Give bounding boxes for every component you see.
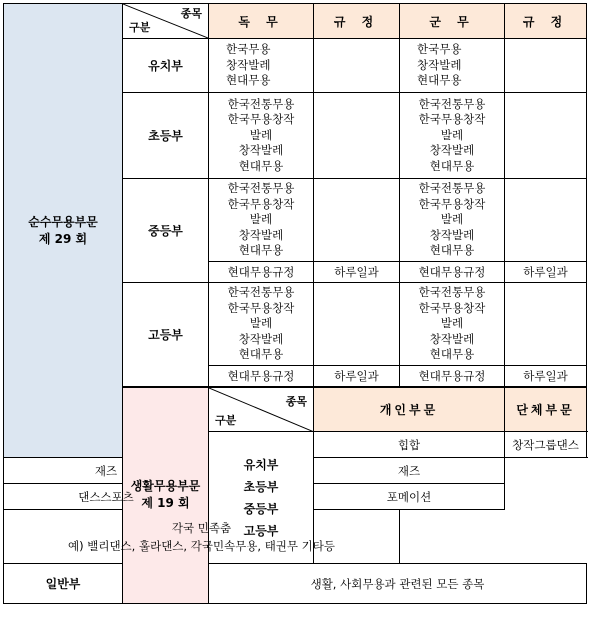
middle-solo-extra: 현대무용규정 [209, 262, 314, 283]
high-group-rule-empty [505, 283, 587, 366]
list-item: 현대무용 [226, 73, 271, 88]
corner-bottom-label: 구분 [129, 21, 151, 34]
header-group-rule: 규 정 [505, 4, 587, 39]
list-item: 한국전통무용 [227, 285, 295, 300]
high-group-extra-rule: 하루일과 [505, 366, 587, 387]
middle-group-rule-empty [505, 179, 587, 262]
list-item: 한국무용 [417, 42, 462, 57]
grade-high: 고등부 [123, 283, 209, 387]
list-item: 한국무용창작 [227, 112, 295, 127]
folk-dance-cell [4, 510, 400, 564]
elem-solo-list [209, 93, 314, 179]
elem-solo-rule [314, 93, 400, 179]
list-item: 현대무용 [429, 158, 475, 173]
list-item: 한국전통무용 [418, 181, 486, 196]
list-item: 창작발레 [429, 143, 475, 158]
section2-label-cell [123, 387, 209, 604]
section1-corner-cell [123, 4, 209, 39]
list-item: 한국전통무용 [227, 96, 295, 111]
header-individual: 개인부문 [314, 387, 505, 432]
grade-kindergarten: 유치부 [123, 39, 209, 93]
team-item: 재즈 [314, 458, 505, 484]
section2-name: 생활무용부문 [130, 479, 201, 494]
list-item: 발레 [440, 316, 464, 331]
list-item: 현대무용 [429, 347, 475, 362]
grade-general: 일반부 [4, 564, 123, 604]
list-item: 발레 [249, 316, 273, 331]
general-description: 생활, 사회무용과 관련된 모든 종목 [209, 564, 587, 604]
section2-edition: 제 19 회 [141, 496, 190, 511]
list-item: 한국무용창작 [227, 300, 295, 315]
grade-middle: 중등부 [123, 179, 209, 283]
grade-high: 고등부 [243, 523, 279, 538]
high-solo-list [209, 283, 314, 366]
list-item: 한국무용창작 [418, 196, 486, 211]
list-item: 창작발레 [226, 57, 271, 72]
list-item: 현대무용 [417, 73, 462, 88]
team-item: 포메이션 [314, 484, 505, 510]
individual-item: 힙합 [314, 432, 505, 458]
high-solo-rule-empty [314, 283, 400, 366]
section2-corner-cell [209, 387, 314, 432]
header-solo-rule: 규 정 [314, 4, 400, 39]
list-item: 발레 [440, 212, 464, 227]
list-item: 한국무용 [226, 42, 271, 57]
list-item: 발레 [440, 127, 464, 142]
grade-elementary: 초등부 [123, 93, 209, 179]
header-team: 단체부문 [505, 387, 587, 432]
list-item: 한국무용창작 [418, 300, 486, 315]
corner-bottom-label: 구분 [215, 414, 237, 427]
individual-item: 재즈 [4, 458, 209, 484]
list-item: 창작발레 [238, 227, 284, 242]
team-item: 창작그룹댄스 [505, 432, 587, 458]
list-item: 창작발레 [238, 143, 284, 158]
list-item: 창작발레 [429, 331, 475, 346]
high-group-extra: 현대무용규정 [400, 366, 505, 387]
middle-group-extra-rule: 하루일과 [505, 262, 587, 283]
list-item: 현대무용 [238, 243, 284, 258]
kinder-group-rule [505, 39, 587, 93]
list-item: 현대무용 [429, 243, 475, 258]
list-item: 창작발레 [238, 331, 284, 346]
list-item: 현대무용 [238, 347, 284, 362]
kinder-solo-rule [314, 39, 400, 93]
grade-elementary: 초등부 [243, 479, 279, 494]
list-item: 창작발레 [429, 227, 475, 242]
kinder-solo-list [209, 39, 314, 93]
competition-table [3, 3, 587, 604]
header-solo: 독 무 [209, 4, 314, 39]
header-group: 군 무 [400, 4, 505, 39]
list-item: 발레 [249, 212, 273, 227]
list-item: 한국무용창작 [227, 196, 295, 211]
folk-dance-examples: 예) 밸리댄스, 훌라댄스, 각국민속무용, 태권무 기타등 [67, 538, 336, 553]
high-group-list [400, 283, 505, 366]
section1-edition: 제 29 회 [38, 231, 88, 246]
middle-solo-list [209, 179, 314, 262]
middle-solo-rule-empty [314, 179, 400, 262]
middle-group-list [400, 179, 505, 262]
grade-kindergarten: 유치부 [243, 457, 279, 472]
list-item: 발레 [249, 127, 273, 142]
list-item: 창작발레 [417, 57, 462, 72]
high-solo-extra-rule: 하루일과 [314, 366, 400, 387]
section1-label-cell [4, 4, 123, 458]
list-item: 한국전통무용 [418, 96, 486, 111]
section1-name: 순수무용부문 [28, 214, 98, 229]
kinder-group-list [400, 39, 505, 93]
list-item: 한국전통무용 [227, 181, 295, 196]
folk-dance-title: 각국 민족춤 [171, 520, 232, 535]
grade-middle: 중등부 [243, 501, 279, 516]
individual-item: 댄스스포츠 [4, 484, 209, 510]
corner-top-label: 종목 [285, 394, 307, 408]
high-solo-extra: 현대무용규정 [209, 366, 314, 387]
corner-top-label: 종목 [180, 7, 202, 20]
list-item: 한국무용창작 [418, 112, 486, 127]
list-item: 현대무용 [238, 158, 284, 173]
elem-group-list [400, 93, 505, 179]
elem-group-rule [505, 93, 587, 179]
middle-group-extra: 현대무용규정 [400, 262, 505, 283]
middle-solo-extra-rule: 하루일과 [314, 262, 400, 283]
list-item: 한국전통무용 [418, 285, 486, 300]
